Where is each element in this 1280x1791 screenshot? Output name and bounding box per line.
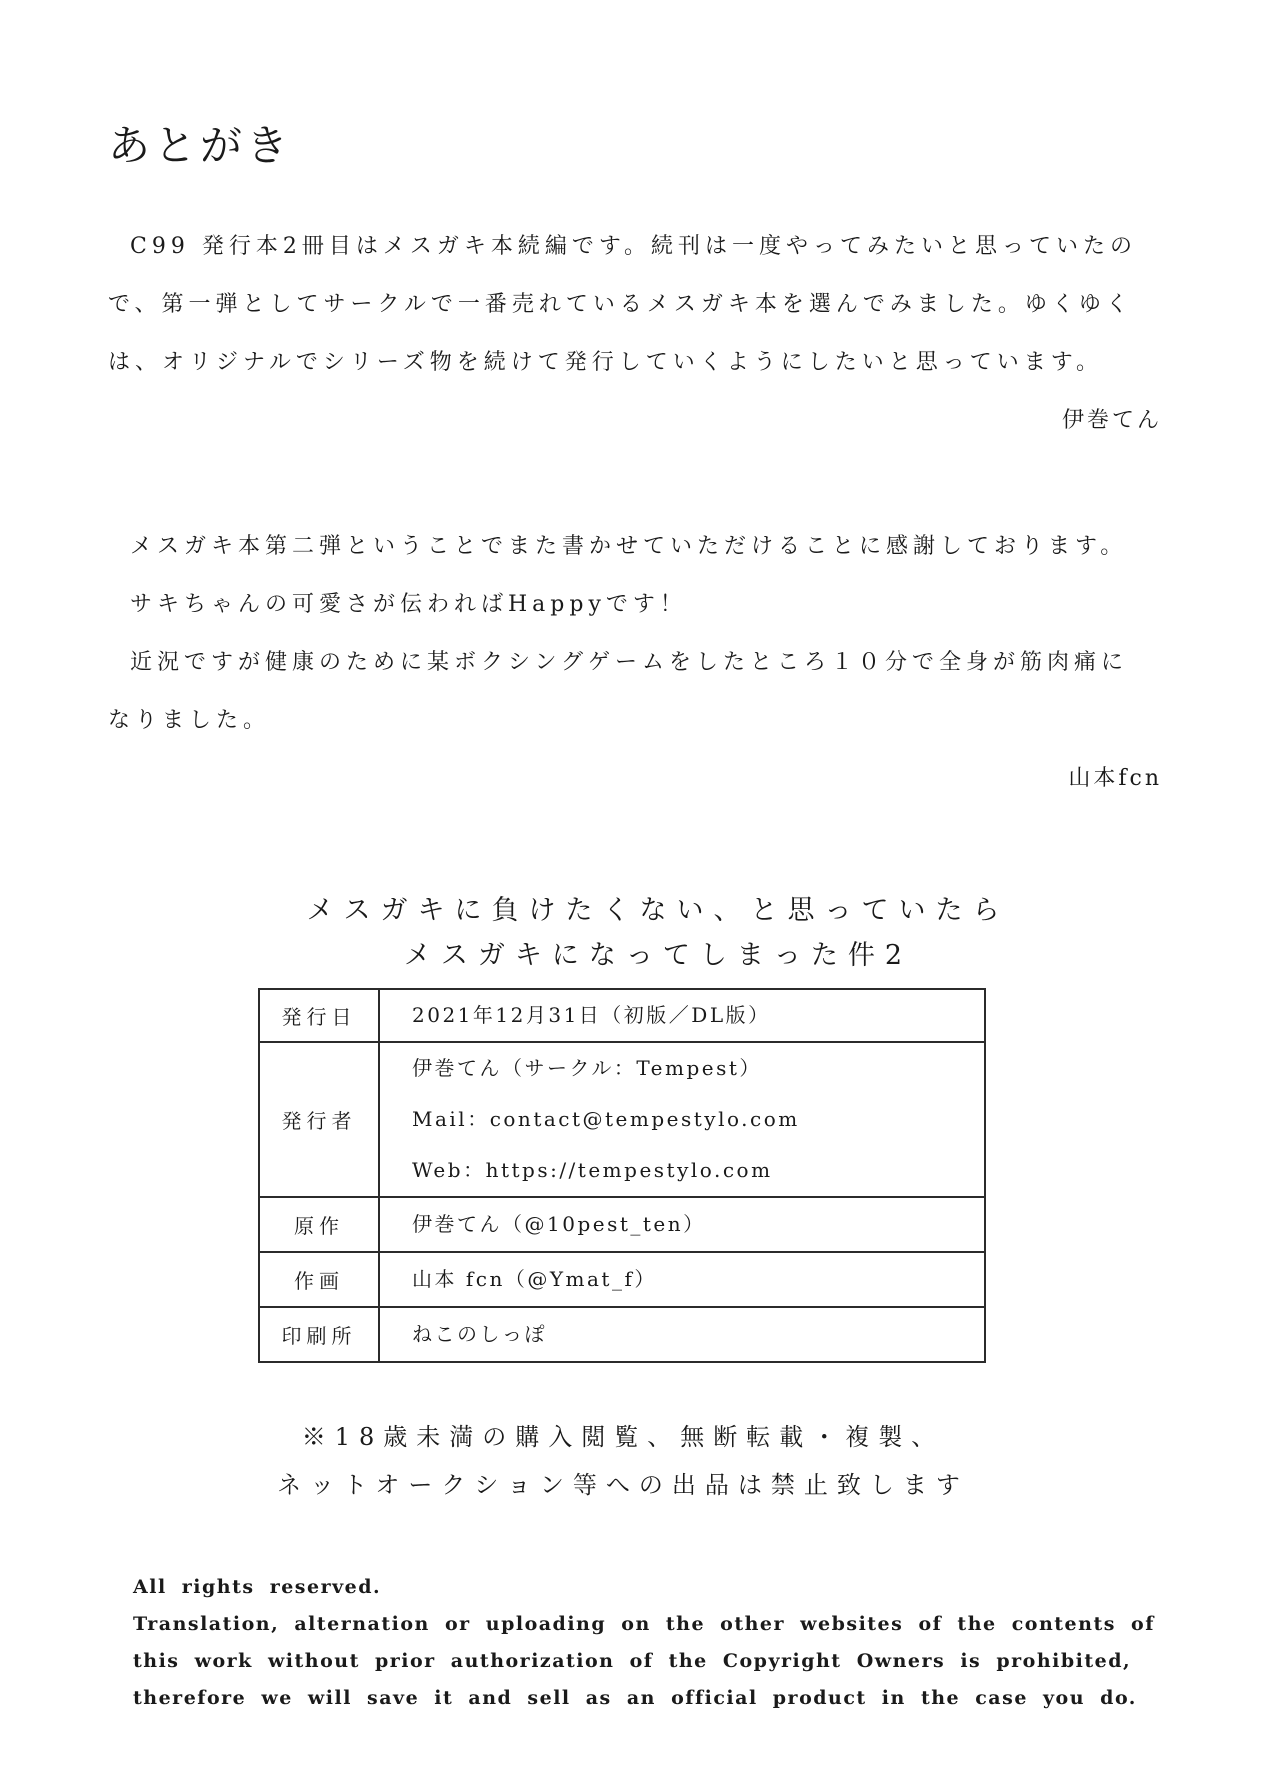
original-author-label: 原作 [259,1197,379,1252]
copyright-line-3: this work without prior authorization of the Copyright Owners is prohibited, [133,1650,1132,1672]
afterword-1-line-2: で、第一弾としてサークルで一番売れているメスガキ本を選んでみました。ゆくゆく [108,292,1133,317]
printer-text: ねこのしっぽ [412,1322,547,1346]
copyright-line-1: All rights reserved. [133,1576,382,1598]
illustrator-text: 山本 fcn（@Ymat_f） [412,1267,657,1291]
author-signature-imaki-ten: 伊巻てん [1061,408,1162,433]
publisher-circle-text: 伊巻てん（サークル：Tempest） [412,1056,762,1080]
illustrator-label: 作画 [259,1252,379,1307]
afterword-2-line-3: 近況ですが健康のために某ボクシングゲームをしたところ１０分で全身が筋肉痛に [130,650,1129,675]
illustrator-value [379,1252,985,1307]
afterword-1-line-1: C99 発行本2冊目はメスガキ本続編です。続刊は一度やってみたいと思っていたの [130,234,1138,259]
publish-date-text: 2021年12月31日（初版／DL版） [412,1003,771,1027]
printer-row [259,1307,985,1362]
afterword-paragraph-2 [108,518,1170,808]
book-title-line-2: メスガキになってしまった件2 [403,940,913,971]
afterword-2-line-2: サキちゃんの可愛さが伝わればHappyです！ [130,592,687,617]
afterword-2-line-4: なりました。 [108,708,271,733]
afterword-2-line-1: メスガキ本第二弾ということでまた書かせていただけることに感謝しております。 [130,534,1128,559]
publish-date-value [379,989,985,1042]
book-title [228,888,1088,978]
publisher-web-text: Web：https://tempestylo.com [412,1158,773,1182]
printer-value [379,1307,985,1362]
warning-line-1: ※18歳未満の購入閲覧、無断転載・複製、 [301,1423,945,1451]
afterword-1-line-3: は、オリジナルでシリーズ物を続けて発行していくようにしたいと思っています。 [108,350,1104,375]
printer-label: 印刷所 [259,1307,379,1362]
original-author-text: 伊巻てん（@10pest_ten） [412,1212,706,1236]
page-title: あとがき [108,121,293,170]
publisher-value [379,1042,985,1197]
original-author-row [259,1197,985,1252]
copyright-line-2: Translation, alternation or uploading on the other websites of the contents of [133,1613,1155,1635]
original-author-value [379,1197,985,1252]
publish-date-label: 発行日 [259,989,379,1042]
publisher-mail-text: Mail：contact@tempestylo.com [412,1107,800,1131]
author-signature-yamamoto-fcn: 山本fcn [1068,766,1162,791]
publisher-row [259,1042,985,1197]
afterword-paragraph-1 [108,218,1170,450]
warning-line-2: ネットオークション等への出品は禁止致します [277,1471,969,1499]
copyright-notice [133,1569,1170,1717]
publish-date-row [259,989,985,1042]
copyright-line-4: therefore we will save it and sell as an official product in the case you do. [133,1687,1137,1709]
colophon-table [258,988,986,1363]
illustrator-row [259,1252,985,1307]
publisher-label: 発行者 [259,1042,379,1197]
book-title-line-1: メスガキに負けたくない、と思っていたら [306,895,1010,926]
age-restriction-warning [193,1413,1053,1509]
